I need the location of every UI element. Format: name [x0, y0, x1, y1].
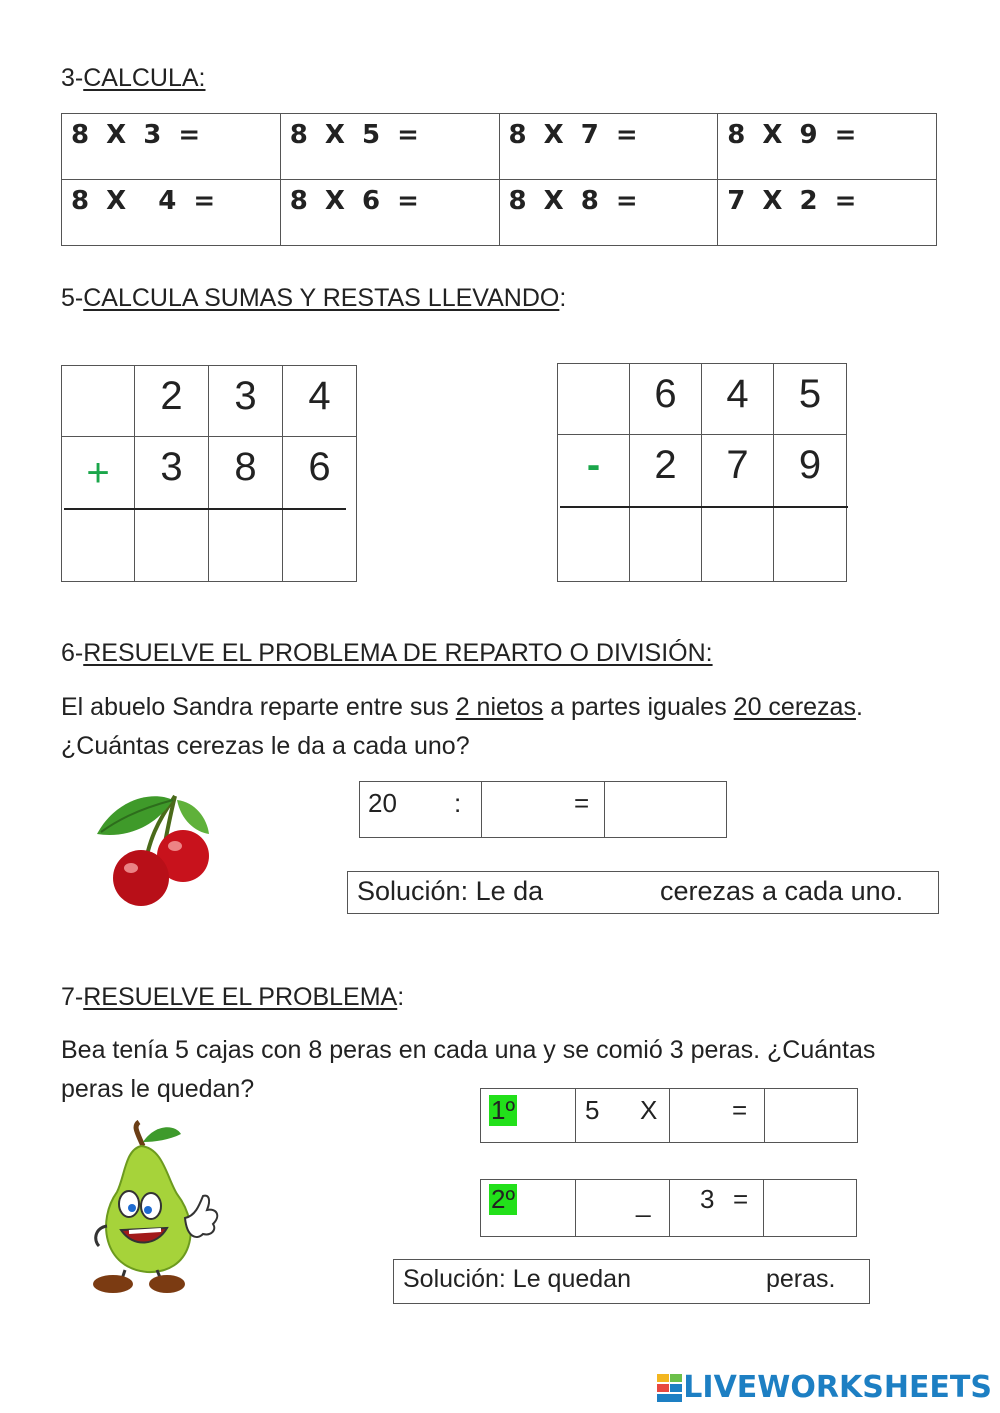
- minus-operator: -: [558, 435, 630, 509]
- problem-line-2: peras le quedan?: [61, 1075, 255, 1103]
- division-divisor-cell[interactable]: [482, 782, 605, 837]
- mult-cell[interactable]: 8 X 4 =: [62, 180, 281, 246]
- step1-operator: X: [640, 1095, 658, 1125]
- solution-answer-slot[interactable]: [659, 1263, 759, 1299]
- step1-box: [480, 1088, 858, 1143]
- step2-number: 3: [700, 1184, 715, 1214]
- step2-operand-cell: [670, 1180, 764, 1236]
- division-operator: :: [454, 788, 462, 818]
- solution-label: Solución: Le quedan: [403, 1265, 631, 1293]
- underlined-nietos: 2 nietos: [455, 693, 544, 721]
- liveworksheets-logo-icon: [657, 1374, 683, 1402]
- equals-sign: =: [574, 788, 590, 818]
- subtraction-digit: 6: [630, 364, 702, 435]
- subtraction-digit: 4: [702, 364, 774, 435]
- section6-number: 6-: [61, 639, 84, 667]
- step1-input-cell[interactable]: [670, 1089, 765, 1142]
- step1-operand-cell: [576, 1089, 670, 1142]
- subtraction-digit: 7: [702, 435, 774, 509]
- subtraction-grid: [557, 363, 847, 582]
- solution-box-6: [347, 871, 939, 914]
- section5-heading: [61, 284, 566, 313]
- dividend: 20: [368, 788, 397, 818]
- subtraction-line: [560, 506, 848, 508]
- solution-answer-slot[interactable]: [563, 874, 653, 910]
- solution-suffix: cerezas a cada uno.: [660, 876, 904, 906]
- section7-colon: :: [397, 983, 405, 1011]
- mult-cell[interactable]: 8 X 7 =: [499, 114, 718, 180]
- mult-cell[interactable]: 7 X 2 =: [718, 180, 937, 246]
- addition-grid: [61, 365, 357, 582]
- addition-line: [64, 508, 346, 510]
- mult-cell[interactable]: 8 X 6 =: [280, 180, 499, 246]
- table-row: [62, 180, 937, 246]
- subtraction-digit: 2: [630, 435, 702, 509]
- problem-text-part: El abuelo Sandra reparte entre sus: [61, 693, 456, 721]
- addition-answer-cell[interactable]: [209, 511, 283, 582]
- step2-box: [480, 1179, 857, 1237]
- multiplication-table: [61, 113, 937, 246]
- problem-line-2: ¿Cuántas cerezas le da a cada uno?: [61, 732, 470, 760]
- step2-input-cell[interactable]: [576, 1180, 670, 1236]
- subtraction-digit: 9: [774, 435, 847, 509]
- addition-empty-cell: [62, 366, 135, 437]
- section6-problem-text: [61, 688, 961, 766]
- section7-title: RESUELVE EL PROBLEMA: [83, 983, 398, 1011]
- addition-digit: 8: [209, 437, 283, 511]
- subtraction-empty-cell: [558, 364, 630, 435]
- section3-title: CALCULA:: [83, 64, 206, 92]
- step1-equals: =: [732, 1095, 748, 1125]
- underlined-cerezas: 20 cerezas: [733, 693, 856, 721]
- addition-digit: 2: [135, 366, 209, 437]
- pear-character-icon: [85, 1120, 225, 1300]
- section5-title: CALCULA SUMAS Y RESTAS LLEVANDO: [83, 284, 560, 312]
- addition-digit: 3: [135, 437, 209, 511]
- addition-digit: 3: [209, 366, 283, 437]
- brand-name: LIVEWORKSHEETS: [683, 1370, 992, 1405]
- plus-operator: +: [62, 437, 135, 511]
- section6-title: RESUELVE EL PROBLEMA DE REPARTO O DIVISIÓN:: [83, 639, 713, 667]
- table-row: [62, 114, 937, 180]
- problem-line-1: Bea tenía 5 cajas con 8 peras en cada una y se comió 3 peras. ¿Cuántas: [61, 1036, 876, 1064]
- division-dividend-cell: [360, 782, 482, 837]
- step1-label: 1º: [491, 1095, 515, 1125]
- step1-label-cell: [481, 1089, 576, 1142]
- mult-cell[interactable]: 8 X 5 =: [280, 114, 499, 180]
- solution-box-7: [393, 1259, 870, 1304]
- step2-answer-cell[interactable]: [764, 1180, 856, 1236]
- addition-answer-cell[interactable]: [62, 511, 135, 582]
- problem-text-part: .: [855, 693, 863, 721]
- addition-digit: 6: [283, 437, 357, 511]
- subtraction-answer-cell[interactable]: [774, 509, 847, 582]
- addition-digit: 4: [283, 366, 357, 437]
- subtraction-answer-cell[interactable]: [702, 509, 774, 582]
- mult-cell[interactable]: 8 X 8 =: [499, 180, 718, 246]
- subtraction-answer-cell[interactable]: [558, 509, 630, 582]
- step2-label: 2º: [491, 1184, 515, 1214]
- subtraction-answer-cell[interactable]: [630, 509, 702, 582]
- addition-answer-cell[interactable]: [135, 511, 209, 582]
- section7-heading: [61, 983, 404, 1012]
- section5-colon: :: [559, 284, 567, 312]
- division-box: [359, 781, 727, 838]
- section5-number: 5-: [61, 284, 84, 312]
- division-answer-cell[interactable]: [605, 782, 726, 837]
- step2-label-cell: [481, 1180, 576, 1236]
- section3-heading: [61, 64, 206, 93]
- step2-equals: =: [733, 1184, 749, 1214]
- liveworksheets-logo: [657, 1370, 992, 1405]
- step2-operator: _: [636, 1188, 651, 1218]
- problem-line-1: [61, 688, 961, 727]
- section3-number: 3-: [61, 64, 84, 92]
- solution-suffix: peras.: [766, 1265, 836, 1293]
- addition-answer-cell[interactable]: [283, 511, 357, 582]
- problem-text-part: a partes iguales: [543, 693, 734, 721]
- subtraction-digit: 5: [774, 364, 847, 435]
- solution-label: Solución: Le da: [357, 876, 544, 906]
- step1-number: 5: [585, 1095, 600, 1125]
- step1-answer-cell[interactable]: [765, 1089, 857, 1142]
- mult-cell[interactable]: 8 X 3 =: [62, 114, 281, 180]
- mult-cell[interactable]: 8 X 9 =: [718, 114, 937, 180]
- section7-number: 7-: [61, 983, 84, 1011]
- cherries-icon: [95, 790, 215, 908]
- section6-heading: [61, 639, 713, 668]
